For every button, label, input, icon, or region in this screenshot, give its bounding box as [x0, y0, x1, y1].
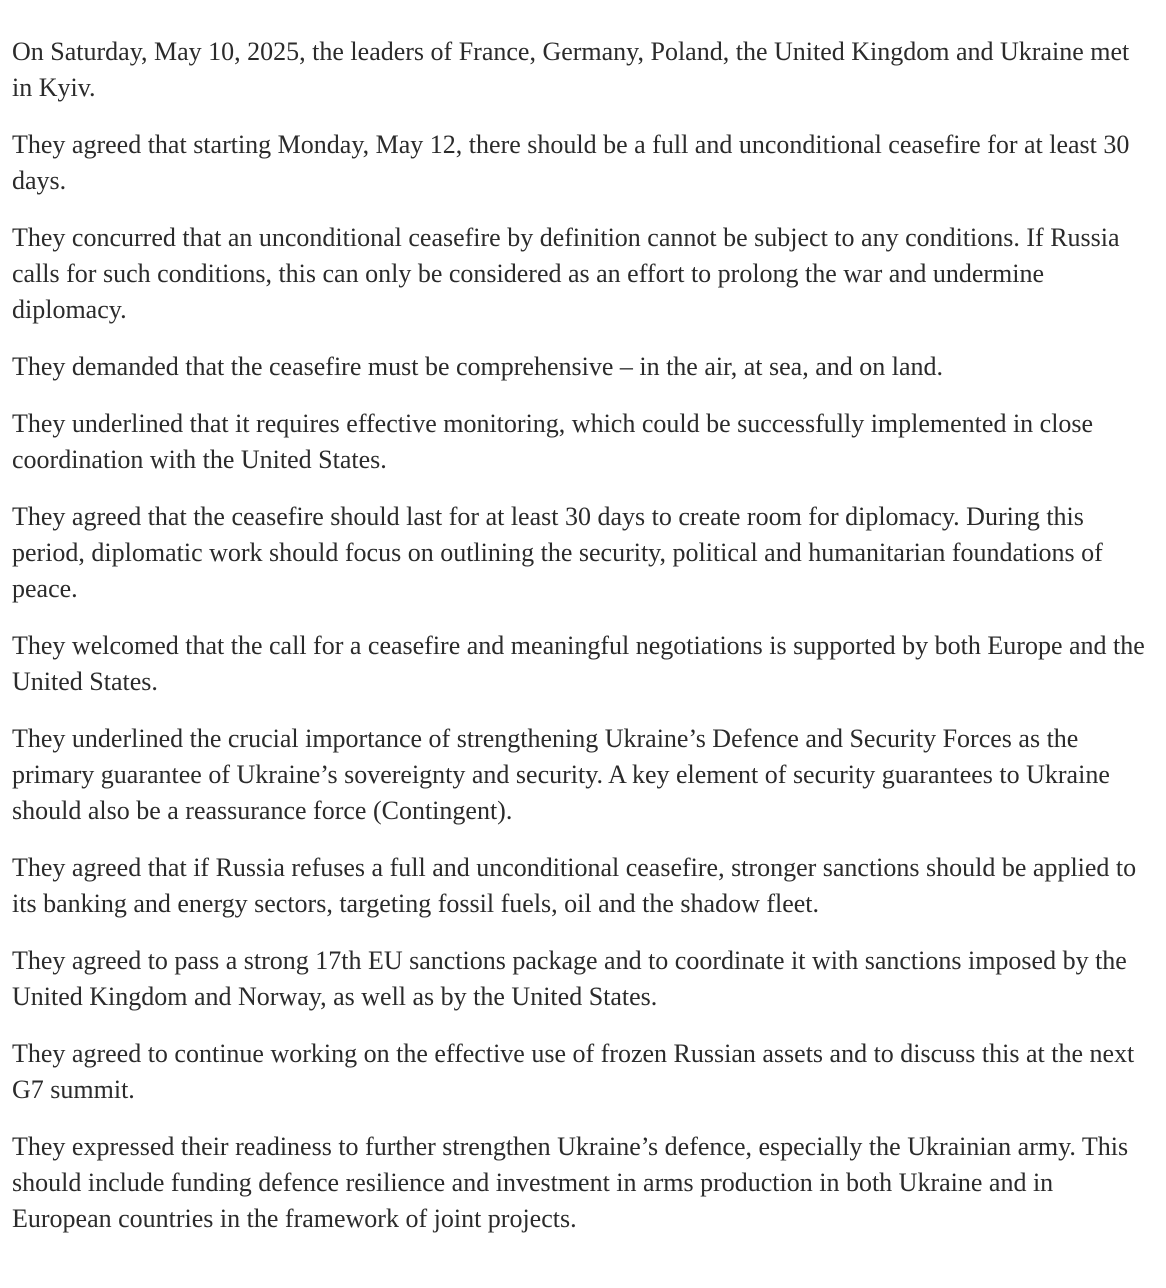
- paragraph-defence-strengthening: They expressed their readiness to further strengthen Ukraine’s defence, especially the Ukrainian army. This should include funding defence resilience and investment in arms production in both Ukraine and in European countries in the framework of joint projects.: [12, 1132, 1129, 1233]
- paragraph-meeting: On Saturday, May 10, 2025, the leaders of France, Germany, Poland, the United Kingdom and Ukraine met in Kyiv.: [12, 37, 1130, 102]
- paragraph-frozen-assets: They agreed to continue working on the effective use of frozen Russian assets and to discuss this at the next G7 summit.: [12, 1039, 1135, 1104]
- paragraph-comprehensive: They demanded that the ceasefire must be comprehensive – in the air, at sea, and on land.: [12, 352, 943, 381]
- paragraph-ceasefire-start: They agreed that starting Monday, May 12, there should be a full and unconditional ceasefire for at least 30 days.: [12, 130, 1130, 195]
- paragraph-defence-forces: They underlined the crucial importance of strengthening Ukraine’s Defence and Security Forces as the primary guarantee of Ukraine’s sovereignty and security. A key element of security guarantees to Ukraine should also be a reassurance force (Contingent).: [12, 724, 1110, 825]
- paragraph-duration: They agreed that the ceasefire should last for at least 30 days to create room for diplomacy. During this period, diplomatic work should focus on outlining the security, political and humanitarian foundations of peace.: [12, 502, 1103, 603]
- paragraph-monitoring: They underlined that it requires effective monitoring, which could be successfully implemented in close coordination with the United States.: [12, 409, 1094, 474]
- paragraph-unconditional: They concurred that an unconditional ceasefire by definition cannot be subject to any conditions. If Russia calls for such conditions, this can only be considered as an effort to prolong the war and undermine diplomacy.: [12, 223, 1120, 324]
- paragraph-sanctions: They agreed that if Russia refuses a full and unconditional ceasefire, stronger sanctions should be applied to its banking and energy sectors, targeting fossil fuels, oil and the shadow fleet.: [12, 853, 1137, 918]
- paragraph-support: They welcomed that the call for a ceasefire and meaningful negotiations is supported by both Europe and the United States.: [12, 631, 1145, 696]
- paragraph-eu-package: They agreed to pass a strong 17th EU sanctions package and to coordinate it with sanctions imposed by the United Kingdom and Norway, as well as by the United States.: [12, 946, 1127, 1011]
